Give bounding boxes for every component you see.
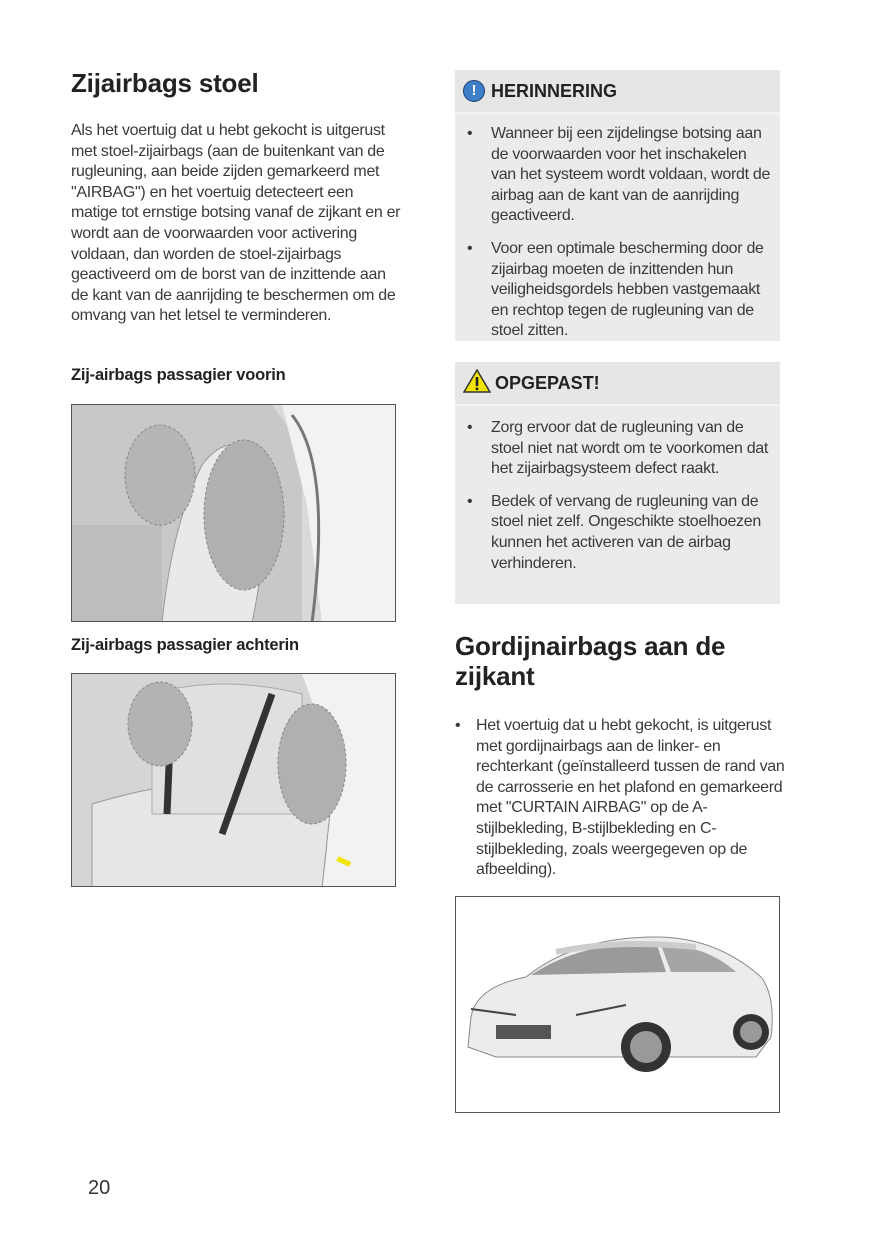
caution-title: OPGEPAST! xyxy=(495,372,600,393)
car-curtain-airbag-illustration xyxy=(455,896,780,1113)
caution-item-text: Zorg ervoor dat de rugleuning van de stoel niet nat wordt om te voorkomen dat het zijairbagsysteem defect raakt. xyxy=(491,419,769,478)
bullet: • xyxy=(467,492,473,510)
caution-item xyxy=(455,492,772,574)
caution-item xyxy=(455,418,772,480)
figure-caption-rear: Zij-airbags passagier achterin xyxy=(71,636,299,654)
reminder-title: HERINNERING xyxy=(491,80,618,101)
bullet: • xyxy=(467,125,473,142)
figure-caption-front: Zij-airbags passagier voorin xyxy=(71,366,286,384)
reminder-header xyxy=(455,70,780,114)
intro-paragraph: Als het voertuig dat u hebt gekocht is uitgerust met stoel-zijairbags (aan de buitenkant van de rugleuning, aan beide zijden gemarkeerd met "AIRBAG") en het voertuig detecteert een matige tot ernstige botsing vanaf de zijkant en er wordt aan de voorwaarden voor activering voldaan, dan worden de stoel-zijairbags geactiveerd om de borst van de inzittende aan de kant van de aanrijding te beschermen om de omvang van het letsel te verminderen. xyxy=(71,122,401,325)
caution-notice xyxy=(455,362,780,604)
info-icon: ! xyxy=(463,80,485,102)
page-number: 20 xyxy=(88,1177,111,1199)
reminder-item xyxy=(455,124,772,227)
reminder-item-text: Wanneer bij een zijdelingse botsing aan de voorwaarden voor het inschakelen van het systeem wordt voldaan, wordt de airbag aan de kant van de aanrijding geactiveerd. xyxy=(491,125,771,225)
reminder-item-text: Voor een optimale bescherming door de zijairbag moeten de inzittenden hun veiligheidsgordels hebben vastgemaakt en rechtop tegen de rugleuning van de stoel zitten. xyxy=(491,239,764,340)
caution-header xyxy=(455,362,780,406)
reminder-item xyxy=(455,239,772,342)
bullet: • xyxy=(455,717,461,734)
curtain-item xyxy=(455,716,785,881)
rear-seat-airbag-illustration xyxy=(71,673,396,887)
bullet: • xyxy=(467,239,473,257)
section-title-curtain-airbags: Gordijnairbags aan de zijkant xyxy=(455,631,726,691)
caution-item-text: Bedek of vervang de rugleuning van de stoel niet zelf. Ongeschikte stoelhoezen kunnen het activeren van de airbag verhinderen. xyxy=(491,492,761,572)
bullet: • xyxy=(467,419,473,436)
front-seat-airbag-illustration xyxy=(71,404,396,622)
reminder-notice xyxy=(455,70,780,341)
curtain-item-text: Het voertuig dat u hebt gekocht, is uitgerust met gordijnairbags aan de linker- en rechterkant (geïnstalleerd tussen de rand van de carrosserie en het plafond en gemarkeerd met "CURTAIN AIRBAG" op de A-stijlbekleding, B-stijlbekleding en C-stijlbekleding, zoals weergegeven op de afbeelding). xyxy=(476,717,785,879)
warning-triangle-icon xyxy=(463,369,491,398)
section-title-seat-airbags: Zijairbags stoel xyxy=(71,68,259,98)
